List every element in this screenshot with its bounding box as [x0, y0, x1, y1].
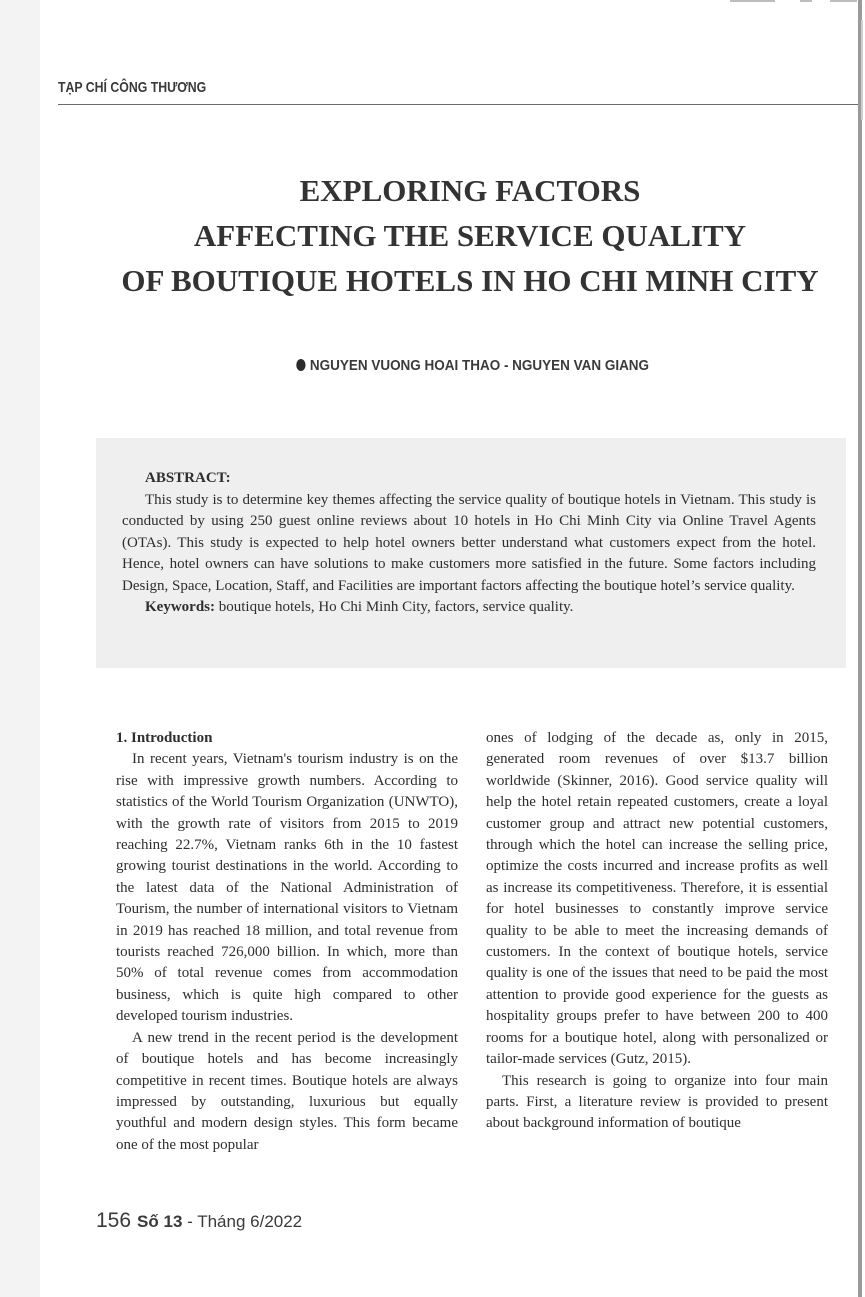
paragraph: A new trend in the recent period is the development of boutique hotels and has become increasingly competitive in recent times. Boutique hotels are always impressed by outstanding, luxurious but equally youthful and modern design styles. This form became one of the most popular [116, 1029, 458, 1153]
bullet-icon [296, 359, 305, 371]
article-title [60, 168, 865, 303]
page-footer [96, 1209, 302, 1233]
issue-number: Số 13 [137, 1212, 183, 1231]
abstract-heading: ABSTRACT: [145, 470, 231, 486]
abstract-content [122, 468, 816, 619]
page-edge-highlight [861, 20, 863, 120]
scan-margin-left [0, 0, 40, 1297]
scan-marks-top [730, 0, 860, 4]
keywords-list: boutique hotels, Ho Chi Minh City, factors, service quality. [215, 599, 574, 615]
paragraph: In recent years, Vietnam's tourism industry is on the rise with impressive growth numbers. According to statistics of the World Tourism Organization (UNWTO), with the growth rate of visitors from 2015 to 2019 reaching 22.7%, Vietnam ranks 6th in the 10 fastest growing tourist destinations in the world. According to the latest data of the National Administration of Tourism, the number of international visitors to Vietnam in 2019 has reached 18 million, and total revenue from tourists reached 726,000 billion. In which, more than 50% of total revenue comes from accommodation business, which is quite high compared to other developed tourism industries. [116, 751, 458, 1025]
title-line: EXPLORING FACTORS [299, 173, 641, 208]
section-heading: 1. Introduction [116, 730, 213, 746]
title-line: AFFECTING THE SERVICE QUALITY [193, 218, 747, 253]
journal-name: TẠP CHÍ CÔNG THƯƠNG [58, 79, 207, 96]
title-line: OF BOUTIQUE HOTELS IN HO CHI MINH CITY [121, 263, 819, 298]
paragraph: This research is going to organize into four main parts. First, a literature review is provided to present about background information of boutique [486, 1072, 828, 1132]
keywords [122, 597, 816, 619]
header-rule [58, 104, 858, 105]
column-left [116, 728, 458, 1156]
keywords-label: Keywords: [145, 599, 215, 615]
paragraph: ones of lodging of the decade as, only in 2015, generated room revenues of over $13.7 billion worldwide (Skinner, 2016). Good service quality will help the hotel retain repeated customers, create a loyal customer group and attract new potential customers, through which the hotel can increase the selling price, optimize the costs incurred and increase profits as well as increase its competitiveness. Therefore, it is essential for hotel businesses to constantly improve service quality to be able to meet the increasing demands of customers. In the context of boutique hotels, service quality is one of the issues that need to be paid the most attention to provide good experience for the guests as hospitality groups prefer to have between 200 to 400 rooms for a boutique hotel, along with personalized or tailor-made services (Gutz, 2015). [486, 730, 828, 1068]
authors: NGUYEN VUONG HOAI THAO - NGUYEN VAN GIANG [309, 358, 650, 374]
abstract-box [96, 438, 846, 668]
column-right [486, 728, 828, 1135]
abstract-body: This study is to determine key themes affecting the service quality of boutique hotels in Vietnam. This study is conducted by using 250 guest online reviews about 10 hotels in Ho Chi Minh City via Online Travel Agents (OTAs). This study is expected to help hotel owners better understand what customers expect from the hotel. Hence, hotel owners can have solutions to make customers more satisfied in the future. Some factors including Design, Space, Location, Staff, and Facilities are important factors affecting the boutique hotel’s service quality. [122, 491, 816, 594]
page-number: 156 [96, 1209, 132, 1232]
author-line [107, 358, 837, 374]
issue-date: Tháng 6/2022 [197, 1212, 303, 1231]
footer-separator: - [182, 1212, 198, 1231]
